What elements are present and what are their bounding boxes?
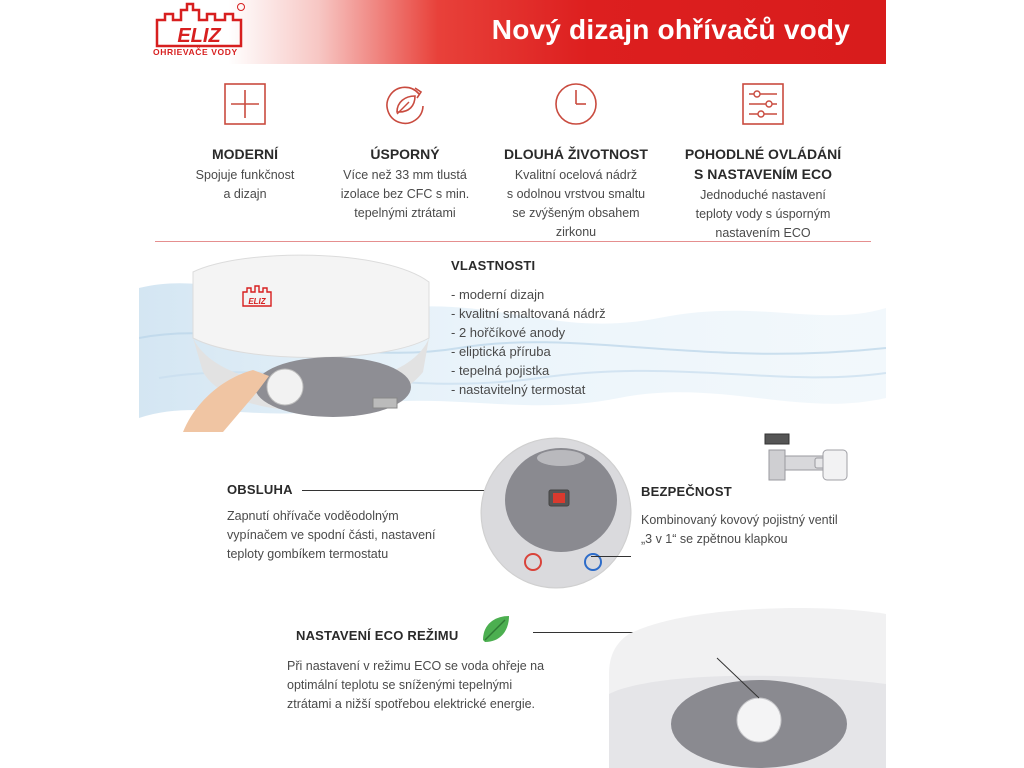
feature-desc: Jednoduché nastavení teploty vody s úsporným nastavením ECO: [695, 188, 831, 240]
list-item: - moderní dizajn: [451, 287, 545, 302]
feature-economic: [323, 80, 487, 223]
safety-title: BEZPEČNOST: [641, 484, 732, 499]
heater-eco-detail-image: [609, 604, 886, 768]
eco-text: Při nastavení v režimu ECO se voda ohřeje na optimální teplotu se sníženými tepelnými ztrátami a nižší spotřebou elektrické energie.: [287, 659, 545, 711]
cross-plus-icon: [221, 80, 269, 128]
product-page: [139, 0, 886, 768]
list-item: - eliptická příruba: [451, 344, 551, 359]
list-item: - tepelná pojistka: [451, 363, 550, 378]
logo-subtitle: OHRIEVAČE VODY: [153, 47, 238, 57]
feature-durability: [491, 80, 661, 242]
feature-title: DLOUHÁ ŽIVOTNOST: [504, 146, 648, 162]
svg-text:ELIZ: ELIZ: [248, 297, 266, 306]
feature-title: POHODLNÉ OVLÁDÁNÍ S NASTAVENÍM ECO: [684, 146, 842, 182]
page-title: Nový dizajn ohřívačů vody: [491, 14, 850, 45]
water-heater-image: [183, 252, 433, 432]
leaf-icon: [479, 612, 513, 646]
feature-desc: Spojuje funkčnost a dizajn: [195, 168, 295, 201]
leaf-refresh-icon: [381, 80, 429, 128]
safety-valve-image: [759, 430, 859, 500]
list-item: - kvalitní smaltovaná nádrž: [451, 306, 606, 321]
feature-control: [673, 80, 853, 243]
section-divider: [155, 241, 871, 242]
svg-text:ELIZ: ELIZ: [177, 25, 221, 47]
feature-title: ÚSPORNÝ: [370, 146, 440, 162]
properties-title: VLASTNOSTI: [451, 258, 536, 273]
clock-icon: [552, 80, 600, 128]
safety-text: Kombinovaný kovový pojistný ventil „3 v 1“ se zpětnou klapkou: [641, 513, 838, 546]
callout-line: [591, 556, 631, 557]
header-banner: [139, 0, 886, 64]
operation-title: OBSLUHA: [227, 482, 293, 497]
feature-desc: Kvalitní ocelová nádrž s odolnou vrstvou smaltu se zvýšeným obsahem zirkonu: [506, 168, 646, 239]
list-item: - 2 hořčíkové anody: [451, 325, 566, 340]
heater-bottom-detail-image: [479, 436, 633, 590]
properties-list: [451, 285, 606, 399]
feature-modern: [177, 80, 313, 204]
operation-text: Zapnutí ohřívače voděodolným vypínačem ve spodní části, nastavení teploty gombíkem termostatu: [227, 509, 436, 561]
list-item: - nastavitelný termostat: [451, 382, 586, 397]
feature-desc: Více než 33 mm tlustá izolace bez CFC s min. tepelnými ztrátami: [340, 168, 470, 220]
eco-title: NASTAVENÍ ECO REŽIMU: [296, 628, 459, 643]
feature-title: MODERNÍ: [211, 146, 279, 162]
sliders-control-icon: [739, 80, 787, 128]
